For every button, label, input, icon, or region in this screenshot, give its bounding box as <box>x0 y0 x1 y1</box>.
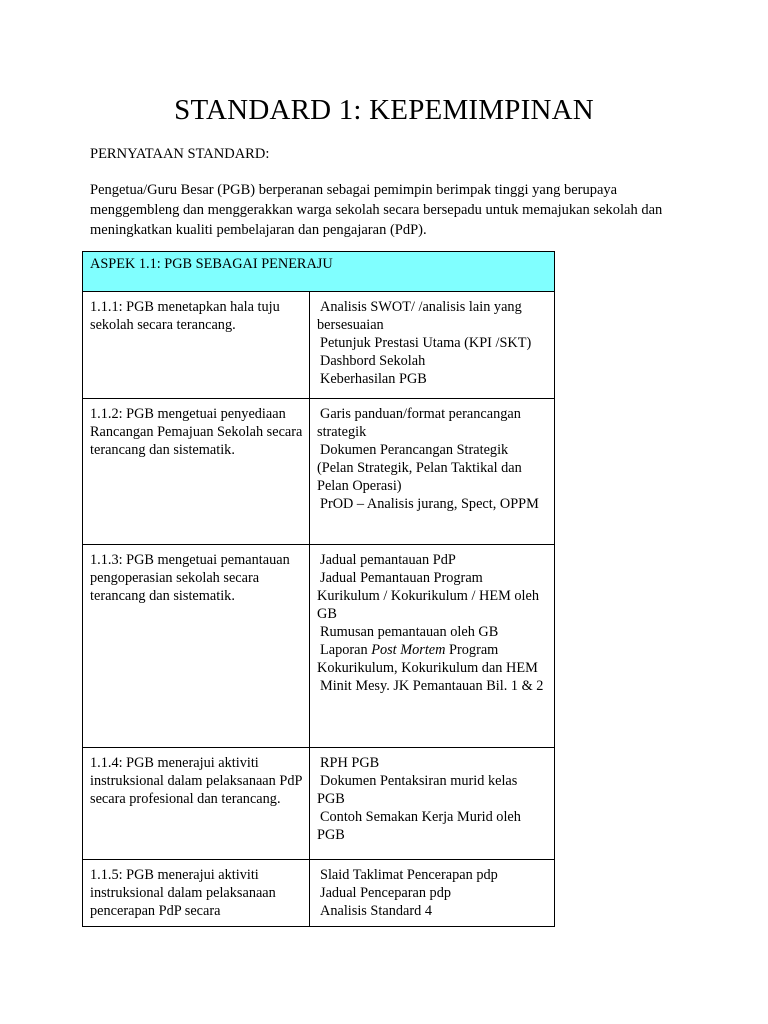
evidence-first-line: Jadual Pemantauan Program <box>320 570 483 586</box>
evidence-continuation: PGB <box>317 791 345 807</box>
criterion-row <box>83 399 555 545</box>
standard-statement: Pengetua/Guru Besar (PGB) berperanan sebagai pemimpin berimpak tinggi yang berupaya menggembleng dan menggerakkan warga sekolah secara bersepadu untuk memajukan sekolah dan meningkatkan kualiti pembelajaran dan pengajaran (PdP). <box>90 182 663 238</box>
criterion-row <box>83 292 555 399</box>
criterion-text: 1.1.2: PGB mengetuai penyediaan Rancangan Pemajuan Sekolah secara terancang dan sistematik. <box>83 399 310 545</box>
criterion-row <box>83 748 555 860</box>
evidence-item <box>317 495 548 513</box>
evidence-first-line: Petunjuk Prestasi Utama (KPI /SKT) <box>320 335 532 351</box>
criterion-row <box>83 860 555 927</box>
criterion-text: 1.1.3: PGB mengetuai pemantauan pengoperasian sekolah secara terancang dan sistematik. <box>83 545 310 748</box>
aspect-header-row <box>83 252 555 292</box>
evidence-continuation: Kokurikulum, Kokurikulum dan HEM <box>317 660 538 676</box>
evidence-cell <box>310 748 555 860</box>
evidence-first-line: Analisis Standard 4 <box>320 903 432 919</box>
evidence-first-line: RPH PGB <box>320 755 380 771</box>
evidence-item <box>317 569 548 623</box>
evidence-first-line: Dokumen Perancangan Strategik <box>320 442 509 458</box>
evidence-first-line: Dashbord Sekolah <box>320 353 426 369</box>
evidence-first-line: Contoh Semakan Kerja Murid oleh <box>320 809 521 825</box>
evidence-list <box>317 292 548 394</box>
evidence-first-line: Jadual pemantauan PdP <box>320 552 456 568</box>
evidence-list <box>317 545 548 701</box>
evidence-item <box>317 441 548 495</box>
evidence-item <box>317 677 548 695</box>
evidence-item <box>317 298 548 334</box>
evidence-item <box>317 808 548 844</box>
evidence-first-line: Dokumen Pentaksiran murid kelas <box>320 773 518 789</box>
evidence-continuation: Kurikulum / Kokurikulum / HEM oleh GB <box>317 588 539 622</box>
evidence-item <box>317 884 548 902</box>
evidence-cell <box>310 545 555 748</box>
evidence-first-line: Garis panduan/format perancangan <box>320 406 521 422</box>
evidence-italic-term: Post Mortem <box>371 642 446 658</box>
evidence-continuation: strategik <box>317 424 367 440</box>
evidence-item <box>317 370 548 388</box>
page-title: STANDARD 1: KEPEMIMPINAN <box>174 94 594 126</box>
evidence-item <box>317 754 548 772</box>
criterion-text: 1.1.1: PGB menetapkan hala tuju sekolah secara terancang. <box>83 292 310 399</box>
evidence-first-line: Rumusan pemantauan oleh GB <box>320 624 499 640</box>
evidence-first-line: PrOD – Analisis jurang, Spect, <box>320 496 497 512</box>
evidence-cell <box>310 399 555 545</box>
section-heading: PERNYATAAN STANDARD: <box>90 146 270 162</box>
evidence-continuation: bersesuaian <box>317 317 384 333</box>
aspect-table <box>82 251 555 927</box>
evidence-item <box>317 772 548 808</box>
evidence-first-line: Jadual Penceparan pdp <box>320 885 452 901</box>
evidence-first-line: Minit Mesy. JK Pemantauan Bil. 1 <box>320 678 519 694</box>
evidence-cell <box>310 860 555 927</box>
evidence-first-line: Slaid Taklimat Pencerapan pdp <box>320 867 498 883</box>
evidence-item <box>317 352 548 370</box>
criterion-text: 1.1.4: PGB menerajui aktiviti instruksional dalam pelaksanaan PdP secara profesional dan terancang. <box>83 748 310 860</box>
evidence-list <box>317 860 548 926</box>
evidence-item <box>317 334 548 352</box>
evidence-cell <box>310 292 555 399</box>
evidence-item <box>317 866 548 884</box>
aspect-header: ASPEK 1.1: PGB SEBAGAI PENERAJU <box>83 252 555 292</box>
evidence-continuation: OPPM <box>499 496 539 512</box>
evidence-list <box>317 399 548 519</box>
evidence-continuation: PGB <box>317 827 345 843</box>
evidence-item <box>317 623 548 641</box>
evidence-continuation: & 2 <box>521 678 544 694</box>
evidence-item <box>317 551 548 569</box>
evidence-item <box>317 405 548 441</box>
evidence-first-line: Keberhasilan PGB <box>320 371 427 387</box>
criterion-row <box>83 545 555 748</box>
criterion-text: 1.1.5: PGB menerajui aktiviti instruksional dalam pelaksanaan pencerapan PdP secara <box>83 860 310 927</box>
evidence-continuation: (Pelan Strategik, Pelan Taktikal dan Pelan Operasi) <box>317 460 522 494</box>
evidence-item <box>317 902 548 920</box>
evidence-list <box>317 748 548 850</box>
evidence-item <box>317 641 548 677</box>
evidence-first-line: Analisis SWOT/ /analisis lain yang <box>320 299 522 315</box>
evidence-first-line: Laporan Post Mortem Program <box>320 642 499 658</box>
